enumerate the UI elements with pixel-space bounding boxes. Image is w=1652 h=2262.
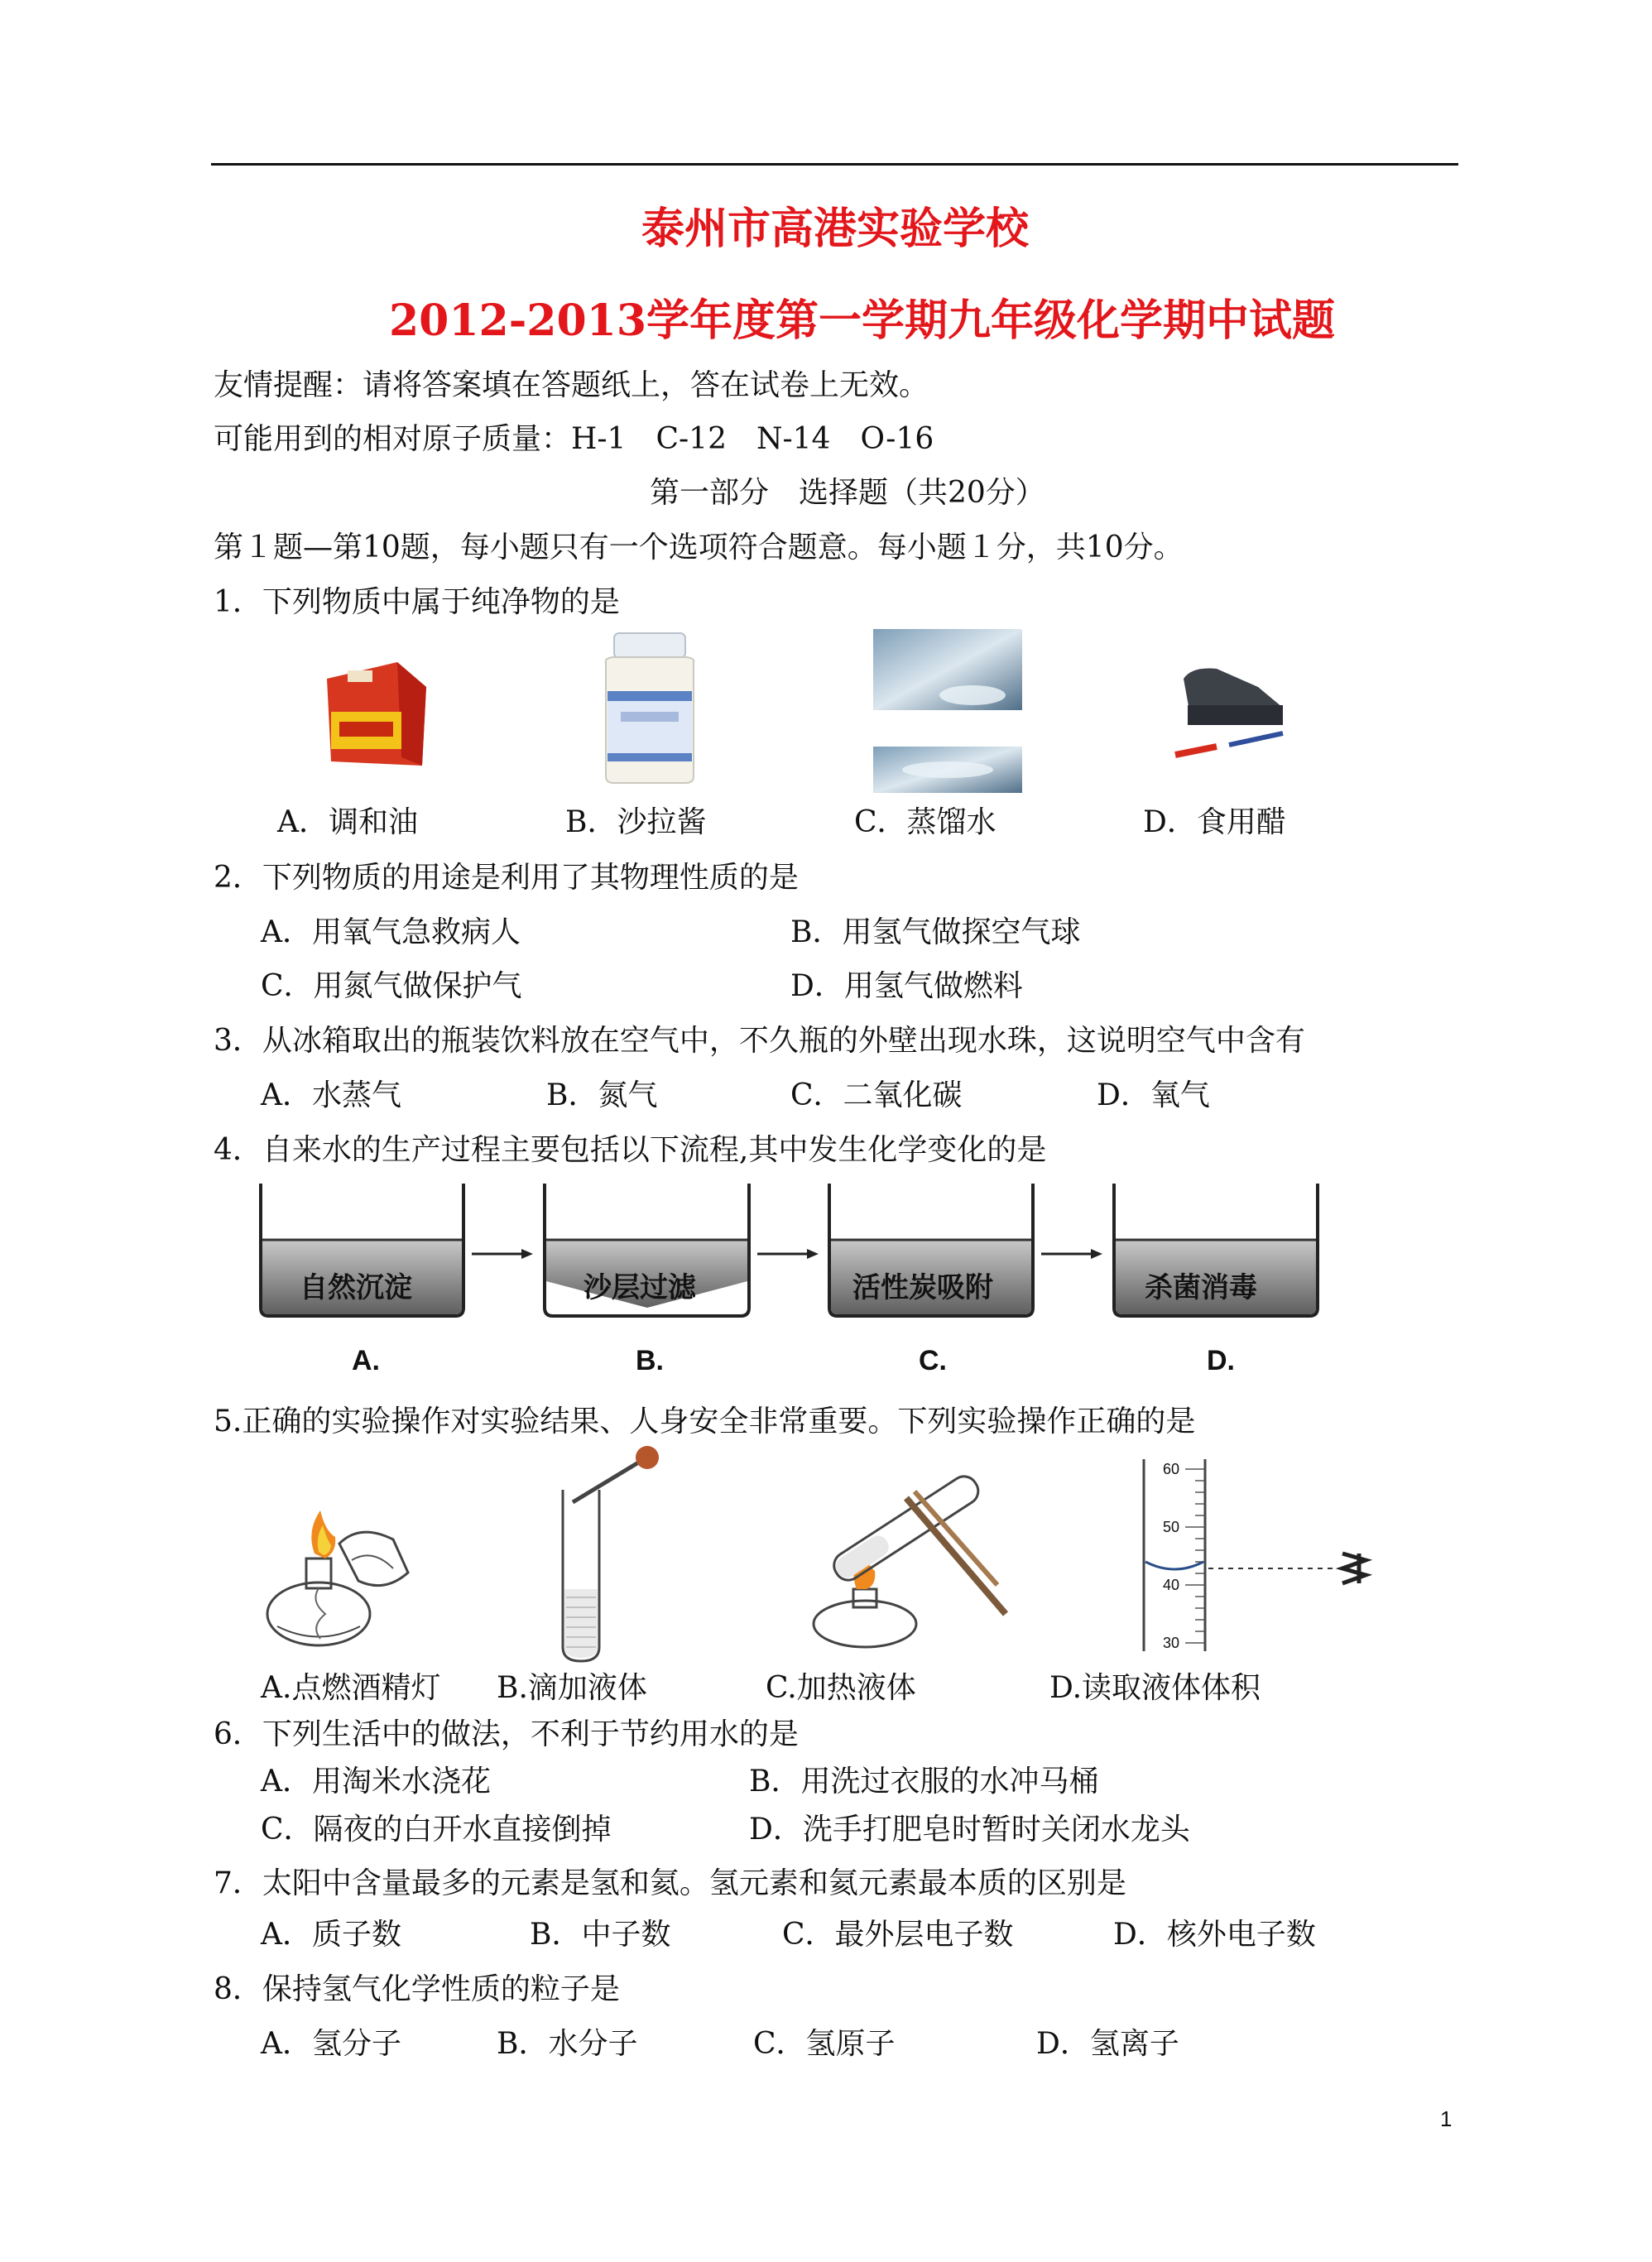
q7-option-a[interactable]: A．质子数 [261,1918,401,1952]
q8-option-c[interactable]: C．氢原子 [753,2027,896,2061]
q8-option-d[interactable]: D．氢离子 [1036,2027,1179,2061]
q8-option-a[interactable]: A．氢分子 [261,2027,401,2061]
q2-stem: 2．下列物质的用途是利用了其物理性质的是 [214,861,799,895]
step-carbon-adsorption: 活性炭吸附 [852,1272,993,1304]
cylinder-tick-50: 50 [1163,1519,1180,1535]
q6-option-a[interactable]: A．用淘米水浇花 [261,1765,491,1799]
q5-option-a[interactable]: A.点燃酒精灯 [261,1671,441,1705]
dropper-adding-liquid-image [546,1444,670,1664]
q3-stem: 3．从冰箱取出的瓶装饮料放在空气中，不久瓶的外壁出现水珠，这说明空气中含有 [214,1024,1305,1058]
q5-option-d[interactable]: D.读取液体体积 [1049,1671,1261,1705]
arrow-a-b [472,1249,533,1259]
q7-stem: 7．太阳中含量最多的元素是氢和氦。氢元素和氦元素最本质的区别是 [214,1866,1126,1900]
q3-option-a[interactable]: A．水蒸气 [261,1078,401,1112]
q7-option-d[interactable]: D．核外电子数 [1113,1918,1316,1952]
q5-option-b[interactable]: B.滴加液体 [497,1671,647,1705]
q2-option-c[interactable]: C．用氮气做保护气 [261,969,522,1003]
cylinder-tick-60: 60 [1163,1461,1180,1477]
q2-option-d[interactable]: D．用氢气做燃料 [790,969,1023,1003]
q6-option-b[interactable]: B．用洗过衣服的水冲马桶 [749,1765,1099,1799]
q8-option-b[interactable]: B．水分子 [497,2027,638,2061]
exam-title: 2012-2013学年度第一学期九年级化学期中试题 [389,295,1336,346]
step-sedimentation: 自然沉淀 [300,1272,412,1304]
q1-option-a[interactable]: A．调和油 [277,805,418,839]
q5-option-c[interactable]: C.加热液体 [766,1671,916,1705]
cylinder-tick-40: 40 [1163,1577,1180,1593]
q6-option-d[interactable]: D．洗手打肥皂时暂时关闭水龙头 [749,1813,1190,1847]
reminder-note: 友情提醒：请将答案填在答题纸上，答在试卷上无效。 [214,368,929,402]
q1-option-b[interactable]: B．沙拉酱 [565,805,707,839]
step-sand-filtration: 沙层过滤 [583,1272,696,1304]
school-title: 泰州市高港实验学校 [641,204,1030,254]
cooking-oil-image [319,654,430,770]
q4-label-d[interactable]: D. [1207,1345,1235,1376]
q7-option-c[interactable]: C．最外层电子数 [782,1918,1014,1952]
salad-dressing-image [596,629,704,786]
q7-option-b[interactable]: B．中子数 [530,1918,671,1952]
heating-liquid-image [790,1465,1022,1651]
q1-stem: 1．下列物质中属于纯净物的是 [214,585,620,619]
q6-option-c[interactable]: C．隔夜的白开水直接倒掉 [261,1813,612,1847]
distilled-water-image [873,629,1022,795]
graduated-cylinder-image [1126,1453,1382,1659]
section-instruction: 第１题—第10题，每小题只有一个选项符合题意。每小题１分，共10分。 [214,531,1184,564]
q4-label-c[interactable]: C. [919,1345,947,1376]
q8-stem: 8．保持氢气化学性质的粒子是 [214,1972,620,2006]
header-rule [211,163,1458,166]
step-disinfection: 杀菌消毒 [1145,1272,1257,1304]
q6-stem: 6．下列生活中的做法，不利于节约用水的是 [214,1717,799,1751]
alcohol-lamp-lighting-image [261,1494,418,1651]
q1-option-c[interactable]: C．蒸馏水 [854,805,996,839]
q3-option-d[interactable]: D．氧气 [1097,1078,1210,1112]
q2-option-b[interactable]: B．用氢气做探空气球 [790,915,1081,949]
q3-option-b[interactable]: B．氮气 [546,1078,658,1112]
q5-stem: 5.正确的实验操作对实验结果、人身安全非常重要。下列实验操作正确的是 [214,1405,1196,1438]
page-number: 1 [1440,2106,1453,2131]
cylinder-tick-30: 30 [1163,1635,1180,1651]
section-title: 第一部分 选择题（共20分） [650,476,1045,510]
q2-option-a[interactable]: A．用氧气急救病人 [261,915,521,949]
arrow-c-d [1041,1249,1102,1259]
arrow-b-c [757,1249,819,1259]
atomic-mass-note: 可能用到的相对原子质量：H-1 C-12 N-14 O-16 [214,422,934,456]
q4-label-a[interactable]: A. [352,1345,380,1376]
q4-stem: 4．自来水的生产过程主要包括以下流程,其中发生化学变化的是 [214,1133,1047,1167]
q4-label-b[interactable]: B. [636,1345,664,1376]
vinegar-image [1159,662,1291,774]
q1-option-d[interactable]: D．食用醋 [1143,805,1286,839]
q3-option-c[interactable]: C．二氧化碳 [790,1078,963,1112]
